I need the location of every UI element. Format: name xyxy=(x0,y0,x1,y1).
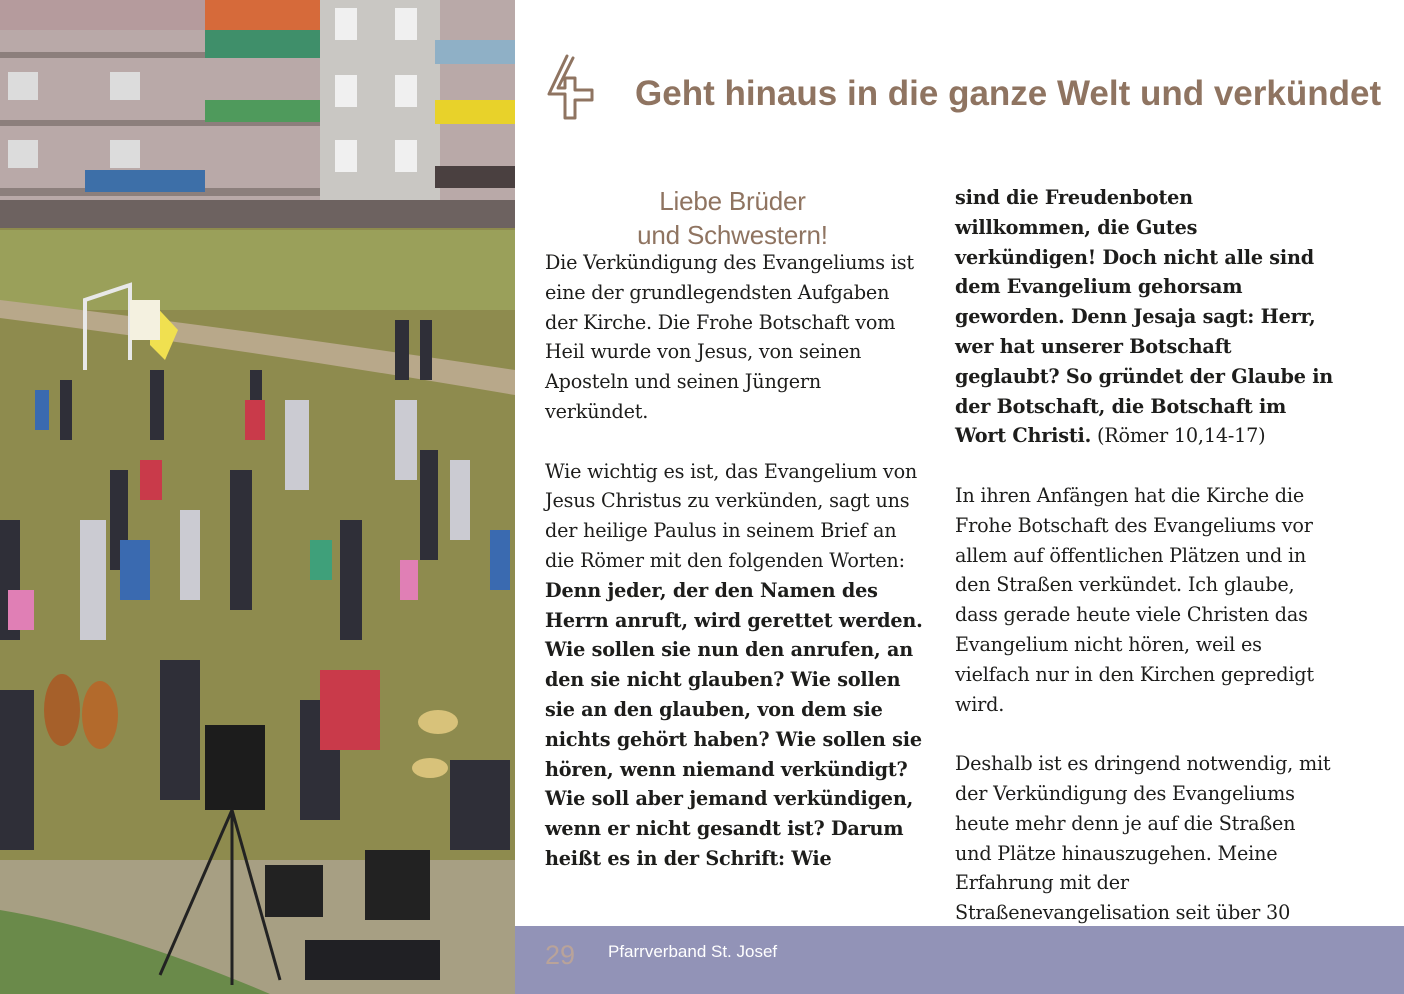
paragraph-intro: Die Verkündigung des Evangeliums ist eine der grundlegendsten Aufgaben der Kirche. Die Frohe Botschaft vom Heil wurde von Jesus, von seinen Aposteln und seinen Jüngern verkündet. xyxy=(545,251,914,423)
bible-citation: (Römer 10,14-17) xyxy=(1091,424,1266,448)
number-four-cross-icon xyxy=(545,52,597,122)
bible-quote-end: sind die Freudenboten willkommen, die Gutes verkündigen! Doch nicht alle sind dem Evangelium gehorsam geworden. Denn Jesaja sagt: Herr, wer hat unserer Botschaft geglaubt? So gründet der Glaube in der Botschaft, die Botschaft im Wort Christi. xyxy=(955,186,1334,448)
paragraph-quote-continued xyxy=(955,183,1335,451)
footer-bar xyxy=(515,926,1404,994)
greeting-line-2: und Schwestern! xyxy=(637,220,828,250)
paragraph-paulus xyxy=(545,457,925,874)
text-column-right xyxy=(955,183,1335,958)
event-photo xyxy=(0,0,515,994)
greeting-line-1: Liebe Brüder xyxy=(659,186,806,216)
text-column-left xyxy=(545,184,925,874)
footer-title: Pfarrverband St. Josef xyxy=(608,942,778,961)
bible-quote-start: Denn jeder, der den Namen des Herrn anruft, wird gerettet werden. Wie sollen sie nun den anrufen, an den sie nicht glauben? Wie sollen sie an den glauben, von dem sie nichts gehört haben? Wie sollen sie hören, wenn niemand verkündigt? Wie soll aber jemand verkündigen, wenn er nicht gesandt ist? Darum heißt es in der Schrift: Wie xyxy=(545,578,923,870)
text-page xyxy=(515,0,1404,994)
paragraph-paulus-intro: Wie wichtig es ist, das Evangelium von Jesus Christus zu verkünden, sagt uns der heilige Paulus in seinem Brief an die Römer mit den folgenden Worten: xyxy=(545,459,918,572)
paragraph-necessity: Deshalb ist es dringend notwendig, mit der Verkündigung des Evangeliums heute mehr denn je auf die Straßen und Plätze hinauszugehen. Meine Erfahrung mit der Straßenevangelisation seit über 30 xyxy=(955,752,1331,925)
chapter-title: Geht hinaus in die ganze Welt und verkündet xyxy=(635,74,1382,113)
outdoor-gathering-photo xyxy=(0,0,515,994)
greeting xyxy=(545,184,920,252)
paragraph-beginnings: In ihren Anfängen hat die Kirche die Frohe Botschaft des Evangeliums vor allem auf öffentlichen Plätzen und in den Straßen verkündet. Ich glaube, dass gerade heute viele Christen das Evangelium nicht hören, weil es vielfach nur in den Kirchen gepredigt wird. xyxy=(955,483,1314,716)
page-number: 29 xyxy=(545,940,576,970)
